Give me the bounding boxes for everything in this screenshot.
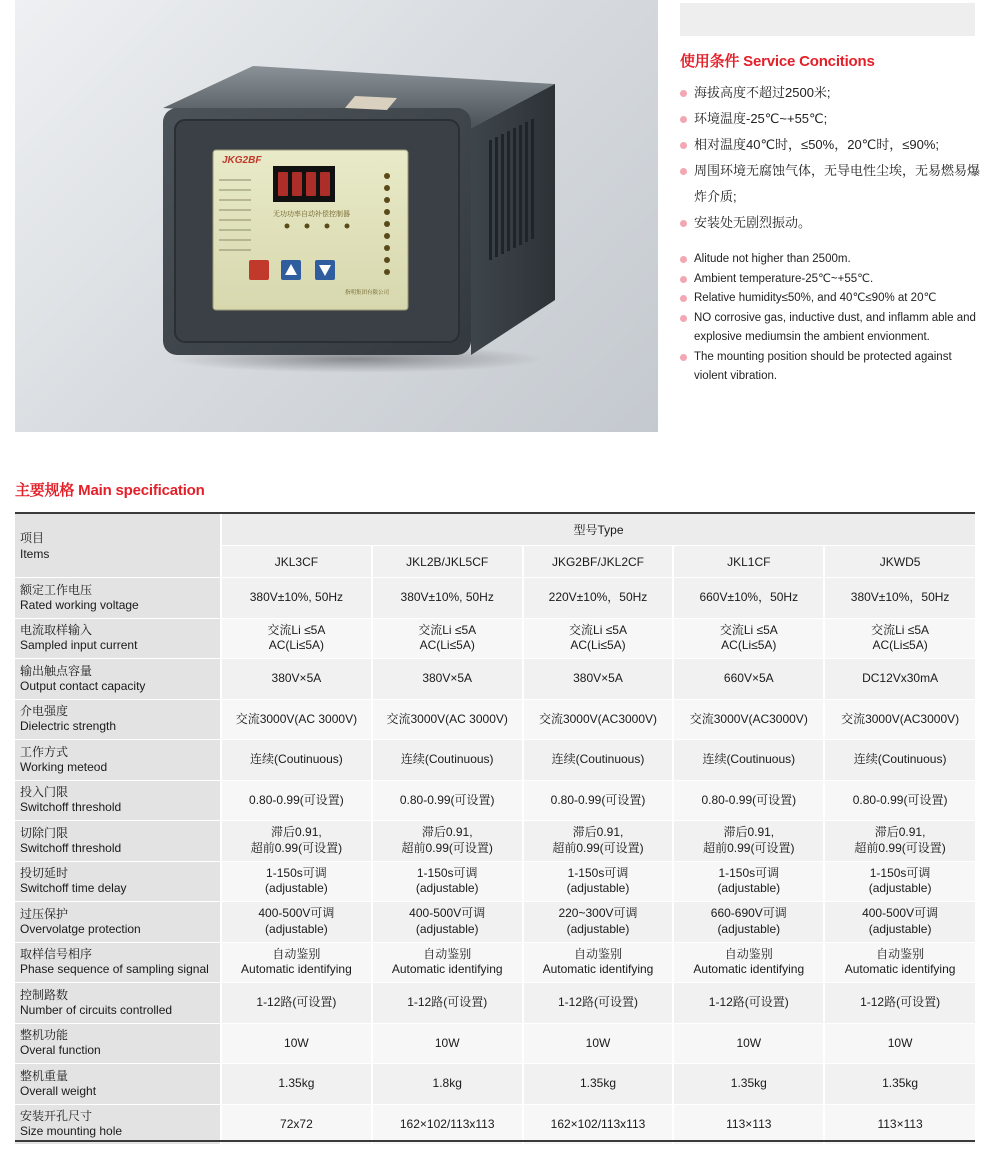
spec-value-cell	[673, 1064, 824, 1105]
spec-value-line: 113×113	[726, 1116, 772, 1131]
model-header: JKL3CF	[221, 546, 372, 578]
spec-value-line: 162×102/113x113	[399, 1116, 495, 1131]
spec-label-zh: 电流取样输入	[20, 623, 93, 638]
spec-value-cell	[673, 780, 824, 821]
spec-value-line: 超前0.99(可设置)	[401, 840, 493, 855]
spec-row-label	[15, 821, 221, 862]
device-brand-label: JKG2BF	[222, 155, 262, 166]
spec-value-line: 380V×5A	[271, 671, 322, 685]
spec-value-line: AC(Li≤5A)	[419, 638, 475, 653]
condition-item: 海拔高度不超过2500米;	[680, 80, 985, 106]
spec-value-line: 1-150s可调	[718, 865, 780, 880]
device-maker-label: 指明集团有限公司	[345, 290, 390, 296]
spec-label-zh: 控制路数	[20, 987, 69, 1002]
spec-value-line: 超前0.99(可设置)	[250, 840, 343, 855]
spec-value-cell	[523, 942, 674, 983]
spec-value-line: 0.80-0.99(可设置)	[249, 792, 344, 807]
spec-value-line: 交流3000V(AC 3000V)	[386, 711, 508, 726]
model-header: JKL1CF	[673, 546, 824, 578]
spec-value-cell	[221, 1023, 372, 1064]
spec-label-en: Phase sequence of sampling signal	[20, 962, 209, 977]
spec-row-label	[15, 740, 221, 781]
spec-value-line: 1-12路(可设置)	[256, 995, 337, 1009]
spec-value-line: 自动鉴别	[573, 946, 622, 961]
items-header-zh: 项目	[20, 530, 45, 545]
spec-value-line: 72x72	[280, 1116, 313, 1131]
spec-value-cell	[523, 618, 674, 659]
condition-item-en: NO corrosive gas, inductive dust, and inflamm able and explosive mediumsin the ambient envionment.	[680, 309, 985, 348]
spec-value-cell	[221, 902, 372, 943]
spec-value-line: 660V×5A	[723, 671, 774, 685]
header-grey-bar	[680, 3, 975, 36]
spec-value-cell	[221, 942, 372, 983]
spec-value-cell	[372, 699, 523, 740]
spec-value-line: 交流Li ≤5A	[871, 622, 930, 637]
spec-row	[15, 578, 975, 619]
spec-value-cell	[221, 659, 372, 700]
spec-value-line: DC12Vx30mA	[862, 671, 939, 685]
spec-row	[15, 740, 975, 781]
spec-value-cell	[372, 821, 523, 862]
spec-value-line: 交流Li ≤5A	[267, 622, 326, 637]
spec-value-cell	[221, 699, 372, 740]
spec-value-cell	[824, 699, 975, 740]
spec-value-line: 10W	[736, 1035, 762, 1050]
spec-label-zh: 额定工作电压	[20, 582, 93, 597]
spec-value-cell	[824, 983, 975, 1024]
spec-value-cell	[824, 821, 975, 862]
spec-value-cell	[221, 861, 372, 902]
spec-value-line: Automatic identifying	[542, 962, 654, 977]
spec-value-line: 1-150s可调	[416, 865, 478, 880]
spec-value-line: 220V±10%，50Hz	[548, 590, 648, 604]
spec-value-line: 0.80-0.99(可设置)	[550, 792, 646, 807]
spec-value-cell	[673, 861, 824, 902]
spec-value-cell	[824, 902, 975, 943]
spec-value-line: 超前0.99(可设置)	[703, 840, 795, 855]
main-spec-title: 主要规格 Main specification	[15, 482, 205, 499]
spec-value-line: 连续(Coutinuous)	[400, 752, 494, 766]
spec-value-cell	[221, 740, 372, 781]
spec-value-line: 超前0.99(可设置)	[552, 840, 644, 855]
spec-value-cell	[372, 618, 523, 659]
spec-value-line: (adjustable)	[415, 881, 479, 896]
spec-label-en: Working meteod	[20, 759, 108, 774]
spec-label-zh: 工作方式	[20, 744, 69, 759]
spec-value-cell	[523, 1104, 674, 1145]
spec-value-line: 连续(Coutinuous)	[551, 752, 645, 766]
spec-value-cell	[372, 1023, 523, 1064]
condition-item: 周围环境无腐蚀气体，无导电性尘埃，无易燃易爆炸介质;	[680, 158, 985, 210]
spec-value-line: (adjustable)	[717, 921, 781, 936]
spec-value-line: AC(Li≤5A)	[872, 638, 928, 653]
spec-value-cell	[673, 618, 824, 659]
spec-value-cell	[523, 740, 674, 781]
spec-value-cell	[523, 780, 674, 821]
spec-value-line: 自动鉴别	[272, 946, 321, 961]
spec-value-line: (adjustable)	[265, 881, 328, 896]
condition-item: 相对温度40℃时，≤50%，20℃时，≤90%;	[680, 132, 985, 158]
spec-value-line: 滞后0.91,	[723, 825, 775, 840]
spec-row-label	[15, 983, 221, 1024]
spec-label-en: Output contact capacity	[20, 678, 146, 693]
spec-row	[15, 821, 975, 862]
spec-row	[15, 699, 975, 740]
spec-value-cell	[372, 861, 523, 902]
spec-value-cell	[372, 1064, 523, 1105]
spec-value-line: 交流Li ≤5A	[719, 622, 778, 637]
spec-value-line: 380V±10%，50Hz	[850, 590, 950, 604]
spec-row-label	[15, 780, 221, 821]
spec-value-cell	[221, 578, 372, 619]
spec-value-cell	[372, 659, 523, 700]
items-header-en: Items	[20, 546, 50, 561]
spec-value-line: 交流Li ≤5A	[569, 622, 627, 637]
spec-label-en: Switchoff threshold	[20, 800, 122, 815]
condition-item-en: The mounting position should be protected against violent vibration.	[680, 348, 985, 387]
spec-label-en: Overvolatge protection	[20, 921, 141, 936]
spec-value-line: (adjustable)	[868, 881, 932, 896]
spec-value-line: 113×113	[877, 1116, 923, 1131]
spec-value-cell	[673, 821, 824, 862]
spec-row-label	[15, 659, 221, 700]
spec-value-line: 交流3000V(AC3000V)	[538, 711, 658, 726]
spec-value-cell	[523, 699, 674, 740]
spec-value-line: 连续(Coutinuous)	[250, 752, 343, 766]
spec-value-line: 220~300V可调	[558, 906, 638, 921]
spec-row	[15, 1064, 975, 1105]
spec-label-en: Rated working voltage	[20, 597, 139, 612]
type-header: 型号Type	[221, 514, 975, 546]
spec-value-line: 1.35kg	[882, 1076, 919, 1090]
spec-value-line: (adjustable)	[717, 881, 781, 896]
spec-value-cell	[824, 1104, 975, 1145]
spec-value-line: Automatic identifying	[844, 962, 956, 977]
spec-value-line: 10W	[434, 1035, 460, 1050]
model-header: JKWD5	[824, 546, 975, 578]
spec-value-line: 10W	[585, 1035, 611, 1050]
spec-value-line: 10W	[887, 1035, 913, 1050]
spec-value-line: (adjustable)	[566, 881, 630, 896]
spec-value-cell	[673, 578, 824, 619]
condition-item: 安装处无剧烈振动。	[680, 210, 985, 236]
spec-value-line: 400-500V可调	[862, 906, 939, 921]
spec-value-line: 660V±10%，50Hz	[699, 590, 799, 604]
spec-value-line: 1.8kg	[432, 1076, 462, 1090]
spec-value-cell	[523, 983, 674, 1024]
spec-value-line: 1-150s可调	[567, 865, 629, 880]
spec-value-line: 400-500V可调	[258, 906, 335, 921]
spec-label-zh: 介电强度	[20, 704, 69, 719]
spec-value-line: (adjustable)	[566, 921, 630, 936]
spec-value-cell	[824, 578, 975, 619]
spec-value-line: 自动鉴别	[724, 946, 773, 961]
spec-row-label	[15, 699, 221, 740]
spec-label-zh: 输出触点容量	[20, 663, 93, 678]
spec-row	[15, 1104, 975, 1145]
spec-value-cell	[523, 902, 674, 943]
spec-label-zh: 取样信号相序	[20, 947, 93, 962]
spec-value-cell	[523, 1064, 674, 1105]
condition-item: 环境温度-25℃~+55℃;	[680, 106, 985, 132]
spec-value-line: 滞后0.91,	[874, 825, 926, 840]
spec-label-en: Switchoff time delay	[20, 881, 127, 896]
spec-value-line: 10W	[284, 1035, 309, 1050]
spec-value-cell	[221, 821, 372, 862]
spec-row-label	[15, 618, 221, 659]
spec-value-line: 380V×5A	[573, 671, 623, 685]
spec-value-cell	[673, 902, 824, 943]
spec-value-cell	[523, 659, 674, 700]
spec-value-cell	[372, 578, 523, 619]
spec-value-cell	[824, 861, 975, 902]
spec-label-zh: 投切延时	[20, 866, 69, 881]
spec-value-line: (adjustable)	[868, 921, 932, 936]
service-conditions-title: 使用条件 Service Concitions	[680, 53, 875, 70]
spec-value-cell	[824, 740, 975, 781]
spec-label-zh: 过压保护	[20, 906, 69, 921]
spec-row-label	[15, 578, 221, 619]
product-photo	[15, 0, 658, 432]
spec-value-line: 滞后0.91,	[421, 825, 473, 840]
spec-value-cell	[372, 902, 523, 943]
spec-value-cell	[673, 942, 824, 983]
spec-value-cell	[673, 983, 824, 1024]
spec-row	[15, 902, 975, 943]
spec-label-en: Switchoff threshold	[20, 840, 122, 855]
spec-value-cell	[673, 740, 824, 781]
items-header	[15, 514, 221, 578]
spec-value-line: 交流3000V(AC3000V)	[841, 711, 960, 726]
spec-row-label	[15, 1064, 221, 1105]
spec-value-cell	[673, 1104, 824, 1145]
table-bottom-rule	[15, 1140, 975, 1142]
spec-label-en: Sampled input current	[20, 638, 138, 653]
spec-value-cell	[372, 1104, 523, 1145]
model-header: JKL2B/JKL5CF	[372, 546, 523, 578]
spec-value-line: AC(Li≤5A)	[570, 638, 626, 653]
spec-value-cell	[824, 1023, 975, 1064]
spec-value-cell	[523, 578, 674, 619]
spec-value-cell	[824, 942, 975, 983]
spec-value-line: 380V×5A	[422, 671, 473, 685]
spec-label-zh: 整机功能	[20, 1028, 69, 1043]
spec-value-line: 0.80-0.99(可设置)	[852, 792, 948, 807]
spec-value-line: 1-12路(可设置)	[557, 995, 638, 1009]
spec-value-line: 滞后0.91,	[271, 825, 322, 840]
spec-value-line: (adjustable)	[265, 921, 328, 936]
spec-value-line: 连续(Coutinuous)	[702, 752, 796, 766]
spec-row-label	[15, 861, 221, 902]
spec-value-line: (adjustable)	[415, 921, 479, 936]
spec-value-line: 1.35kg	[730, 1076, 767, 1090]
spec-value-line: 380V±10%, 50Hz	[400, 590, 494, 604]
spec-value-line: Automatic identifying	[241, 962, 352, 977]
spec-value-line: 1-12路(可设置)	[708, 995, 789, 1009]
spec-value-cell	[221, 1104, 372, 1145]
device-panel-title: 无功功率自动补偿控制器	[273, 211, 350, 218]
spec-value-cell	[372, 983, 523, 1024]
spec-row	[15, 861, 975, 902]
spec-label-en: Overal function	[20, 1043, 101, 1058]
spec-value-cell	[523, 861, 674, 902]
spec-value-line: 自动鉴别	[423, 946, 472, 961]
spec-value-cell	[523, 1023, 674, 1064]
spec-value-line: 400-500V可调	[409, 906, 486, 921]
spec-value-line: 连续(Coutinuous)	[853, 752, 947, 766]
spec-row	[15, 780, 975, 821]
spec-value-line: 自动鉴别	[876, 946, 925, 961]
spec-row-label	[15, 1023, 221, 1064]
spec-row	[15, 618, 975, 659]
spec-value-line: 1-150s可调	[266, 865, 327, 880]
spec-row	[15, 942, 975, 983]
condition-item-en: Relative humidity≤50%, and 40℃≤90% at 20℃	[680, 289, 985, 309]
spec-label-zh: 安装开孔尺寸	[20, 1109, 93, 1124]
spec-value-line: 0.80-0.99(可设置)	[399, 792, 495, 807]
spec-value-line: 滞后0.91,	[572, 825, 624, 840]
conditions-list-en	[680, 250, 985, 387]
spec-value-line: 1.35kg	[278, 1076, 315, 1090]
spec-value-cell	[824, 659, 975, 700]
spec-value-cell	[824, 1064, 975, 1105]
spec-row	[15, 983, 975, 1024]
spec-value-line: 1-12路(可设置)	[407, 995, 488, 1009]
spec-value-line: AC(Li≤5A)	[721, 638, 777, 653]
spec-value-cell	[221, 983, 372, 1024]
spec-value-cell	[523, 821, 674, 862]
spec-value-line: 交流3000V(AC3000V)	[689, 711, 808, 726]
spec-row	[15, 1023, 975, 1064]
spec-value-cell	[673, 1023, 824, 1064]
spec-value-line: 1-150s可调	[869, 865, 931, 880]
spec-value-cell	[673, 699, 824, 740]
spec-value-line: Automatic identifying	[391, 962, 503, 977]
spec-value-line: AC(Li≤5A)	[268, 638, 325, 653]
condition-item-en: Alitude not higher than 2500m.	[680, 250, 985, 270]
spec-value-line: 0.80-0.99(可设置)	[701, 792, 797, 807]
spec-value-line: 1-12路(可设置)	[860, 995, 941, 1009]
spec-value-line: 超前0.99(可设置)	[854, 840, 946, 855]
model-header: JKG2BF/JKL2CF	[523, 546, 674, 578]
spec-label-en: Dielectric strength	[20, 719, 117, 734]
spec-value-line: Automatic identifying	[693, 962, 805, 977]
spec-row-label	[15, 942, 221, 983]
spec-label-en: Number of circuits controlled	[20, 1002, 173, 1017]
spec-value-line: 162×102/113x113	[550, 1116, 646, 1131]
spec-value-cell	[372, 740, 523, 781]
spec-label-zh: 整机重量	[20, 1068, 69, 1083]
spec-value-cell	[824, 780, 975, 821]
spec-value-line: 交流3000V(AC 3000V)	[235, 711, 358, 726]
spec-label-zh: 投入门限	[20, 785, 69, 800]
spec-row-label	[15, 902, 221, 943]
spec-label-en: Size mounting hole	[20, 1124, 123, 1139]
spec-value-line: 1.35kg	[579, 1076, 616, 1090]
spec-value-line: 380V±10%, 50Hz	[249, 590, 344, 604]
spec-row	[15, 659, 975, 700]
spec-value-cell	[221, 1064, 372, 1105]
spec-value-line: 660-690V可调	[710, 906, 787, 921]
spec-table	[15, 514, 975, 1145]
spec-label-en: Overall weight	[20, 1083, 97, 1098]
spec-value-cell	[372, 942, 523, 983]
spec-value-cell	[221, 780, 372, 821]
spec-row-label	[15, 1104, 221, 1145]
spec-label-zh: 切除门限	[20, 825, 69, 840]
condition-item-en: Ambient temperature-25℃~+55℃.	[680, 270, 985, 290]
conditions-list-zh	[680, 80, 985, 236]
spec-value-cell	[372, 780, 523, 821]
spec-value-line: 交流Li ≤5A	[418, 622, 477, 637]
spec-value-cell	[673, 659, 824, 700]
spec-value-cell	[824, 618, 975, 659]
spec-value-cell	[221, 618, 372, 659]
